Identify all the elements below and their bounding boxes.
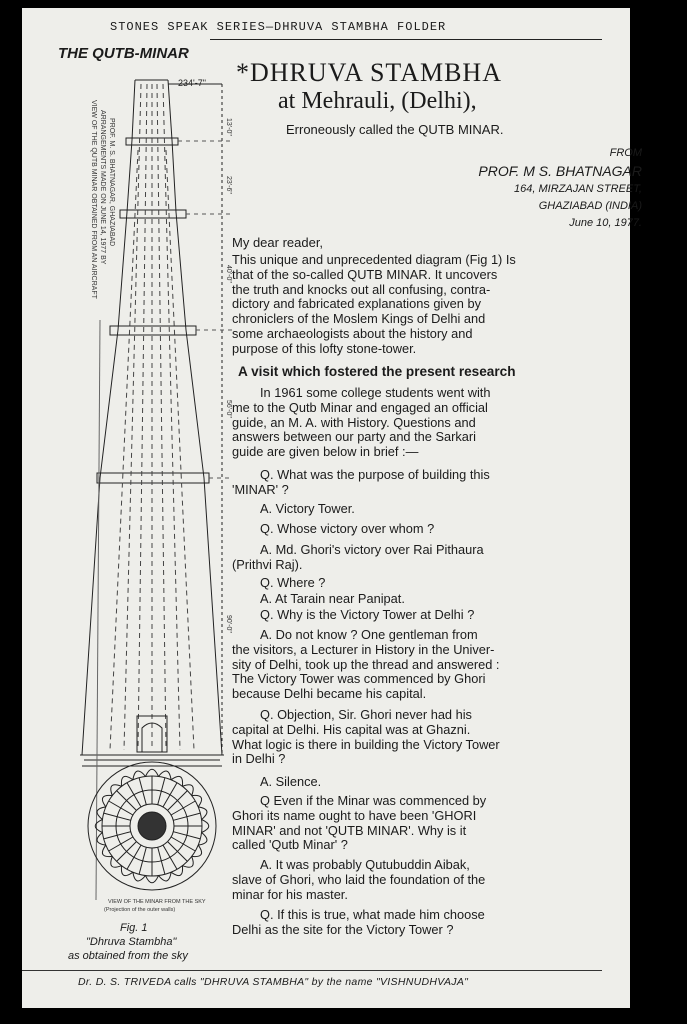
answer-4: A. Do not know ? One gentleman from the visitors, a Lecturer in History in the Univer- sity of Delhi, took up the thread and answered : The Victory Tower was commenced by Ghori because Delhi became his capital. [232, 627, 500, 702]
section-heading: A visit which fostered the present research [238, 364, 516, 379]
rosette-petal [146, 769, 159, 776]
svg-text:13'-0": 13'-0" [225, 118, 232, 136]
figure-caption-1: "Dhruva Stambha" [86, 936, 177, 948]
footer-rule [22, 970, 602, 971]
answer-6: A. It was probably Qutubuddin Aibak, slave of Ghori, who laid the foundation of the minar for his master. [232, 857, 486, 902]
erroneous-line: Erroneously called the QUTB MINAR. [286, 122, 504, 137]
question-2: Q. Whose victory over whom ? [260, 521, 435, 536]
from-label: FROM [609, 147, 642, 159]
address-line-2: GHAZIABAD (INDIA) [538, 200, 642, 212]
footer-note: Dr. D. S. TRIVEDA calls "DHRUVA STAMBHA" by the name "VISHNUDHVAJA" [78, 976, 469, 988]
svg-text:(Projection of the outer walls: (Projection of the outer walls) [104, 907, 176, 913]
sub-title: at Mehrauli, (Delhi), [278, 88, 477, 114]
answer-2: A. Md. Ghori's victory over Rai Pithaura (Prithvi Raj). [232, 542, 484, 572]
letter-date: June 10, 1977. [569, 217, 642, 229]
rosette-spoke [158, 847, 165, 874]
answer-1: A. Victory Tower. [260, 501, 355, 516]
svg-text:ARRANGEMENTS MADE ON JUNE 14,: ARRANGEMENTS MADE ON JUNE 14, 1977 BY [99, 110, 106, 265]
question-5: Q. Objection, Sir. Ghori never had his capital at Delhi. His capital was at Ghazni. What logic is there in building the Victory Tower in Delhi ? [232, 707, 500, 767]
rosette-petal [146, 876, 159, 883]
rosette-spoke [104, 813, 131, 820]
figure-label: Fig. 1 [120, 922, 148, 934]
main-title: *DHRUVA STAMBHA [236, 58, 502, 87]
answer-3: A. At Tarain near Panipat. [260, 591, 405, 606]
svg-text:23'-6": 23'-6" [225, 176, 232, 194]
figure-caption-2: as obtained from the sky [68, 950, 188, 962]
rosette-spoke [158, 778, 165, 805]
rosette-petal [202, 820, 209, 833]
answer-5: A. Silence. [260, 774, 322, 789]
visit-paragraph: In 1961 some college students went with me to the Qutb Minar and engaged an official guide, an M. A. with History. Questions and answers between our party and the Sarkari guide are given below in brief :— [232, 385, 491, 460]
rosette-spoke [173, 832, 200, 839]
rosette-spoke [139, 778, 146, 805]
greeting: My dear reader, [232, 235, 324, 250]
series-header: STONES SPEAK SERIES—DHRUVA STAMBHA FOLDER [110, 20, 447, 34]
svg-text:PROF. M. S. BHATNAGAR, GHAZIAB: PROF. M. S. BHATNAGAR, GHAZIABAD [108, 118, 115, 247]
svg-text:VIEW OF THE QUTB MINAR OBTAINE: VIEW OF THE QUTB MINAR OBTAINED FROM AN AIRCRAFT [90, 100, 97, 299]
rosette-spoke [139, 847, 146, 874]
svg-text:90'-0": 90'-0" [225, 615, 232, 633]
question-6: Q Even if the Minar was commenced by Ghori its name ought to have been 'GHORI MINAR' and not 'QUTB MINAR'. Why is it called 'Qutb Minar' ? [232, 793, 487, 853]
intro-paragraph: This unique and unprecedented diagram (Fig 1) Is that of the so-called QUTB MINAR. It uncovers the truth and knocks out all confusing, contra- dictory and fabricated explanations given by chroniclers of the Moslem Kings of Delhi and some archaeologists about the history and purpose of this lofty stone-tower. [232, 252, 516, 356]
question-1: Q. What was the purpose of building this 'MINAR' ? [232, 467, 490, 497]
question-7: Q. If this is true, what made him choose Delhi as the site for the Victory Tower ? [232, 907, 485, 937]
address-line-1: 164, MIRZAJAN STREET, [514, 183, 642, 195]
question-3: Q. Where ? [260, 575, 326, 590]
rosette-spoke [173, 813, 200, 820]
rosette-spoke [104, 832, 131, 839]
figure-title: THE QUTB-MINAR [58, 45, 189, 62]
svg-text:40'-0": 40'-0" [225, 265, 232, 283]
question-4: Q. Why is the Victory Tower at Delhi ? [260, 607, 475, 622]
top-measure: 234'-7" [178, 78, 206, 88]
svg-text:56'-0": 56'-0" [225, 400, 232, 418]
svg-text:VIEW OF THE MINAR FROM THE SKY: VIEW OF THE MINAR FROM THE SKY [108, 899, 206, 905]
author-name: PROF. M S. BHATNAGAR [478, 163, 642, 179]
